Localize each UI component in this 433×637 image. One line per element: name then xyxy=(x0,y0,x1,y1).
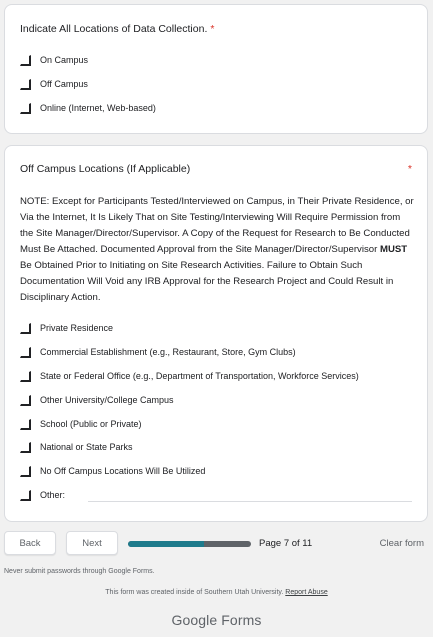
option-label: State or Federal Office (e.g., Department of Transportation, Workforce Services) xyxy=(40,371,359,381)
other-text-input[interactable] xyxy=(88,501,412,502)
option-label: National or State Parks xyxy=(40,442,133,452)
option-no-off-campus[interactable] xyxy=(20,464,205,478)
option-label: School (Public or Private) xyxy=(40,419,142,429)
option-on-campus[interactable] xyxy=(20,53,88,67)
brand-google: Google xyxy=(171,612,218,628)
note-text-continued: Be Obtained Prior to Initiating on Site Research Activities. Failure to Obtain Such Documentation Will Void any IRB Approval for the Research Project and Could Result in Disciplinary Action. xyxy=(20,260,394,303)
option-label: Other: xyxy=(40,490,66,500)
brand-forms: Forms xyxy=(221,612,262,628)
required-asterisk: * xyxy=(210,23,215,35)
back-button[interactable]: Back xyxy=(4,531,56,555)
checkbox-icon[interactable] xyxy=(20,103,31,114)
option-label: On Campus xyxy=(40,55,89,65)
option-national-state-parks[interactable] xyxy=(20,440,133,454)
note-emphasis: MUST xyxy=(379,244,408,255)
progress-bar-fill xyxy=(128,541,204,547)
option-label: Private Residence xyxy=(40,323,114,333)
option-label: Off Campus xyxy=(40,79,88,89)
option-off-campus[interactable] xyxy=(20,77,88,91)
option-online[interactable] xyxy=(20,101,156,115)
option-label: Commercial Establishment (e.g., Restaurant, Store, Gym Clubs) xyxy=(40,347,296,357)
option-label: Online (Internet, Web-based) xyxy=(40,103,156,113)
option-label: No Off Campus Locations Will Be Utilized xyxy=(40,466,206,476)
progress-bar xyxy=(128,541,251,547)
option-other[interactable] xyxy=(20,488,65,502)
checkbox-icon[interactable] xyxy=(20,323,31,334)
question-title: Off Campus Locations (If Applicable) xyxy=(20,163,191,175)
page-indicator: Page 7 of 11 xyxy=(259,538,313,549)
checkbox-icon[interactable] xyxy=(20,490,31,501)
report-abuse-link[interactable]: Report Abuse xyxy=(285,589,328,596)
checkbox-icon[interactable] xyxy=(20,466,31,477)
checkbox-icon[interactable] xyxy=(20,395,31,406)
created-text: This form was created inside of Southern Utah University. xyxy=(105,589,284,596)
question-card-off-campus-locations xyxy=(4,145,428,522)
checkbox-icon[interactable] xyxy=(20,442,31,453)
option-label: Other University/College Campus xyxy=(40,395,174,405)
next-button[interactable]: Next xyxy=(66,531,118,555)
password-warning: Never submit passwords through Google Forms. xyxy=(4,568,155,575)
checkbox-icon[interactable] xyxy=(20,371,31,382)
google-forms-logo xyxy=(0,612,433,628)
question-description xyxy=(20,194,414,306)
clear-form-button[interactable]: Clear form xyxy=(379,538,424,549)
checkbox-icon[interactable] xyxy=(20,79,31,90)
created-notice xyxy=(0,589,433,596)
option-commercial-establishment[interactable] xyxy=(20,345,296,359)
checkbox-icon[interactable] xyxy=(20,347,31,358)
option-other-university[interactable] xyxy=(20,393,174,407)
option-school[interactable] xyxy=(20,417,142,431)
question-title xyxy=(20,23,214,35)
question-title-text: Indicate All Locations of Data Collection. xyxy=(20,23,208,35)
question-card-data-collection xyxy=(4,4,428,134)
required-asterisk: * xyxy=(407,163,412,175)
checkbox-icon[interactable] xyxy=(20,419,31,430)
note-text: NOTE: Except for Participants Tested/Interviewed on Campus, in Their Private Residence, or Via the Internet, It Is Likely That on Site Testing/Interviewing Will Require Permission from the Site Manager/Director/Supervisor. A Copy of the Request for Research to Be Conducted Must Be Attached. Documented Approval from the Site Manager/Director/Supervisor xyxy=(20,196,414,255)
option-state-federal-office[interactable] xyxy=(20,369,359,383)
checkbox-icon[interactable] xyxy=(20,55,31,66)
option-private-residence[interactable] xyxy=(20,321,113,335)
